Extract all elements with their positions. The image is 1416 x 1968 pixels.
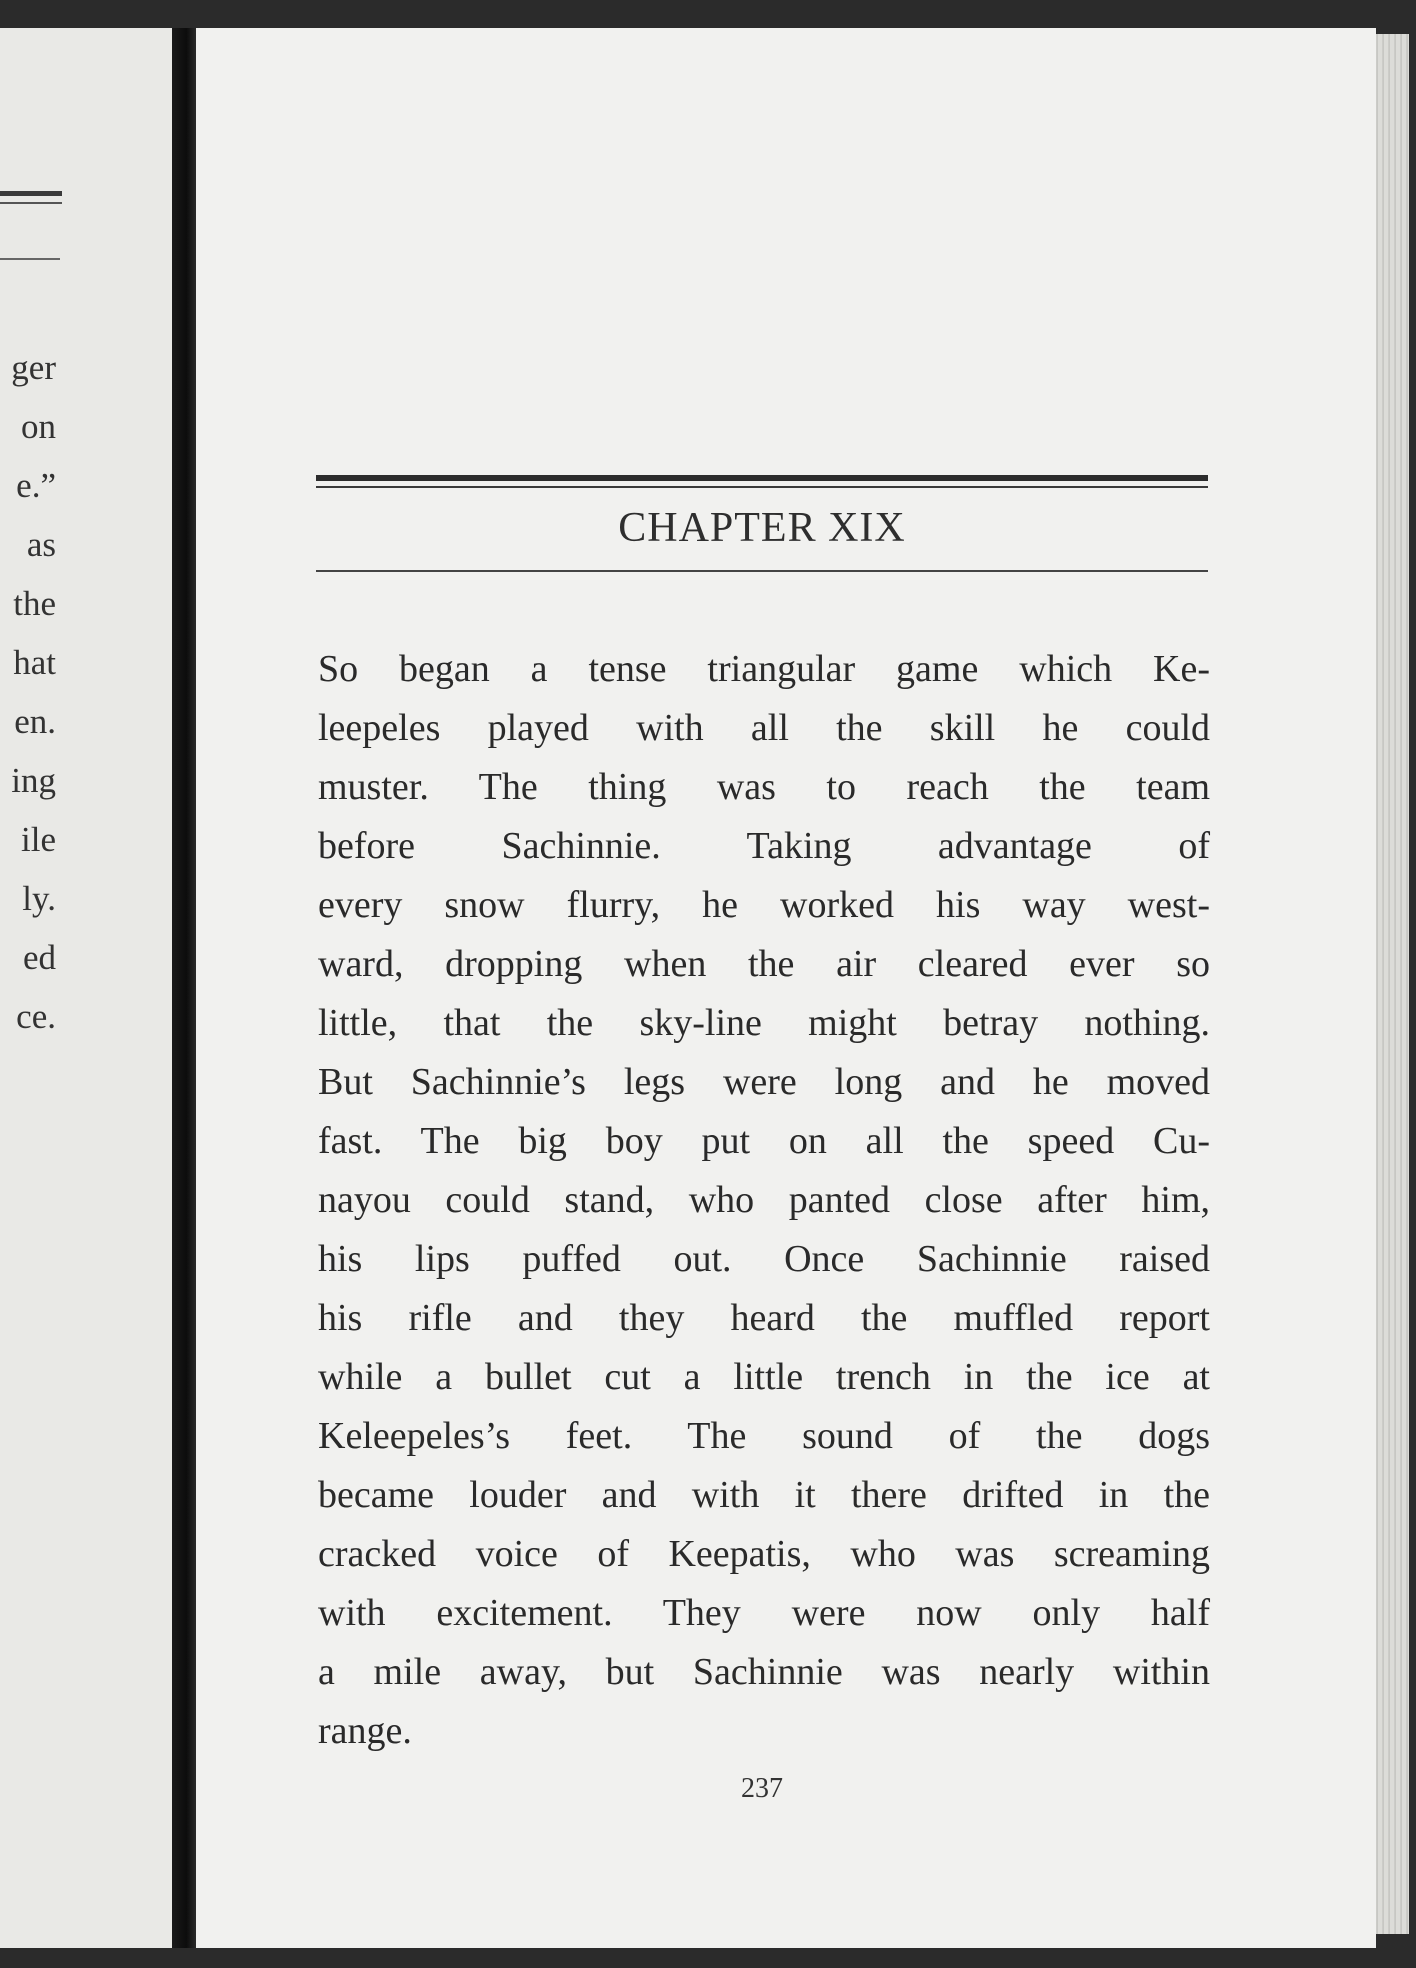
text-line-final: range. (318, 1710, 412, 1752)
text-line: little, that the sky-line might betray nothing. (318, 1002, 1210, 1044)
chapter-body-text (318, 640, 1210, 1761)
text-line: became louder and with it there drifted in the (318, 1474, 1210, 1516)
text-line: while a bullet cut a little trench in the ice at (318, 1356, 1210, 1398)
previous-page-text (11, 338, 56, 1046)
text-line: his lips puffed out. Once Sachinnie raised (318, 1238, 1210, 1280)
page-number: 237 (741, 1773, 783, 1804)
current-page (196, 28, 1376, 1948)
book-gutter (172, 28, 196, 1948)
previous-page-line: ing (11, 761, 56, 800)
previous-page-line: ger (11, 348, 56, 387)
text-line: nayou could stand, who panted close after him, (318, 1179, 1210, 1221)
text-line: Keleepeles’s feet. The sound of the dogs (318, 1415, 1210, 1457)
text-line: a mile away, but Sachinnie was nearly within (318, 1651, 1210, 1693)
previous-page (0, 28, 178, 1948)
text-line: But Sachinnie’s legs were long and he moved (318, 1061, 1210, 1103)
previous-page-line: ce. (16, 997, 56, 1036)
previous-page-line: as (26, 525, 56, 564)
previous-page-line: on (21, 407, 56, 446)
chapter-header-rule-thick (316, 475, 1208, 481)
previous-page-rule-thin (0, 202, 62, 204)
text-line: leepeles played with all the skill he could (318, 707, 1210, 749)
text-line: So began a tense triangular game which Ke- (318, 648, 1210, 690)
text-line: ward, dropping when the air cleared ever so (318, 943, 1210, 985)
previous-page-line: ile (21, 820, 56, 859)
text-line: his rifle and they heard the muffled report (318, 1297, 1210, 1339)
previous-page-line: ly. (22, 879, 56, 918)
previous-page-dash (0, 258, 60, 260)
previous-page-rule-thick (0, 191, 62, 196)
chapter-title-rule (316, 570, 1208, 572)
text-line: muster. The thing was to reach the team (318, 766, 1210, 808)
previous-page-line: e.” (16, 466, 56, 505)
previous-page-line: en. (14, 702, 56, 741)
text-line: before Sachinnie. Taking advantage of (318, 825, 1210, 867)
chapter-title: CHAPTER XIX (618, 505, 906, 551)
previous-page-line: ed (22, 938, 56, 977)
text-line: every snow flurry, he worked his way west- (318, 884, 1210, 926)
text-line: with excitement. They were now only half (318, 1592, 1210, 1634)
text-line: cracked voice of Keepatis, who was screaming (318, 1533, 1210, 1575)
chapter-header-rule-thin (316, 486, 1208, 488)
text-line: fast. The big boy put on all the speed Cu- (318, 1120, 1210, 1162)
previous-page-line: the (13, 584, 56, 623)
previous-page-line: hat (13, 643, 56, 682)
